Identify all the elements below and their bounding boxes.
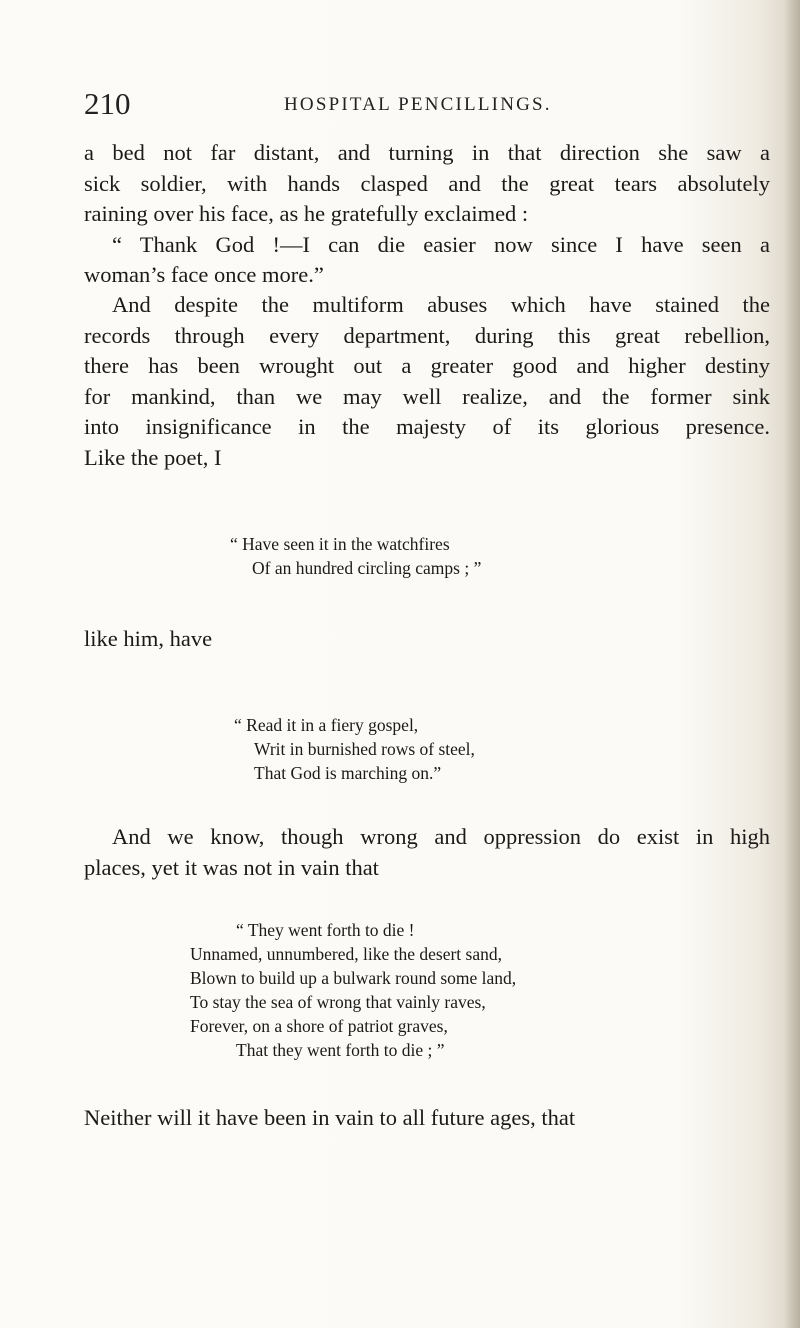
verse-line: Unnamed, unnumbered, like the desert sand, (190, 944, 502, 964)
verse-line: “ Read it in a fiery gospel, (234, 715, 419, 735)
verse-line: Writ in burnished rows of steel, (254, 739, 475, 759)
text-line: And despite the multiform abuses which have stained the (112, 292, 770, 317)
text-line: Neither will it have been in vain to all future ages, that (84, 1105, 576, 1130)
text-line: “ Thank God !—I can die easier now since I have seen a (112, 231, 770, 257)
verse-quote-2 (234, 713, 475, 785)
paragraph-5 (84, 1103, 770, 1134)
paragraph-1 (84, 138, 770, 291)
text-line: there has been wrought out a greater good and higher destiny (84, 353, 770, 378)
paragraph-3 (84, 624, 770, 655)
text-line: records through every department, during this great rebellion, (84, 322, 770, 348)
page-number: 210 (84, 86, 131, 121)
verse-line: “ Have seen it in the watchfires (230, 534, 450, 554)
verse-line: Blown to build up a bulwark round some land, (190, 968, 517, 988)
verse-line: Of an hundred circling camps ; ” (252, 558, 482, 578)
running-head: HOSPITAL PENCILLINGS. (284, 94, 552, 115)
text-line: sick soldier, with hands clasped and the great tears absolutely (84, 170, 770, 196)
text-line: like him, have (84, 626, 213, 651)
page-edge-shadow (784, 0, 800, 1328)
text-line: Like the poet, I (84, 444, 222, 470)
text-line: raining over his face, as he gratefully exclaimed : (84, 201, 529, 226)
verse-line: “ They went forth to die ! (236, 920, 415, 940)
text-line: And we know, though wrong and oppression do exist in high (112, 824, 770, 849)
text-line: a bed not far distant, and turning in that direction she saw a (84, 140, 770, 165)
text-line: places, yet it was not in vain that (84, 854, 379, 880)
verse-line: Forever, on a shore of patriot graves, (190, 1016, 448, 1036)
verse-line: That they went forth to die ; ” (236, 1040, 445, 1060)
paragraph-2 (84, 290, 770, 473)
text-line: woman’s face once more.” (84, 262, 324, 287)
verse-line: That God is marching on.” (254, 763, 442, 783)
verse-quote-3 (190, 918, 516, 1062)
page-header (84, 84, 784, 124)
verse-line: To stay the sea of wrong that vainly raves, (190, 992, 486, 1012)
text-line: into insignificance in the majesty of its glorious presence. (84, 414, 770, 439)
text-line: for mankind, than we may well realize, and the former sink (84, 383, 770, 409)
verse-quote-1 (230, 532, 481, 580)
paragraph-4 (84, 822, 770, 883)
